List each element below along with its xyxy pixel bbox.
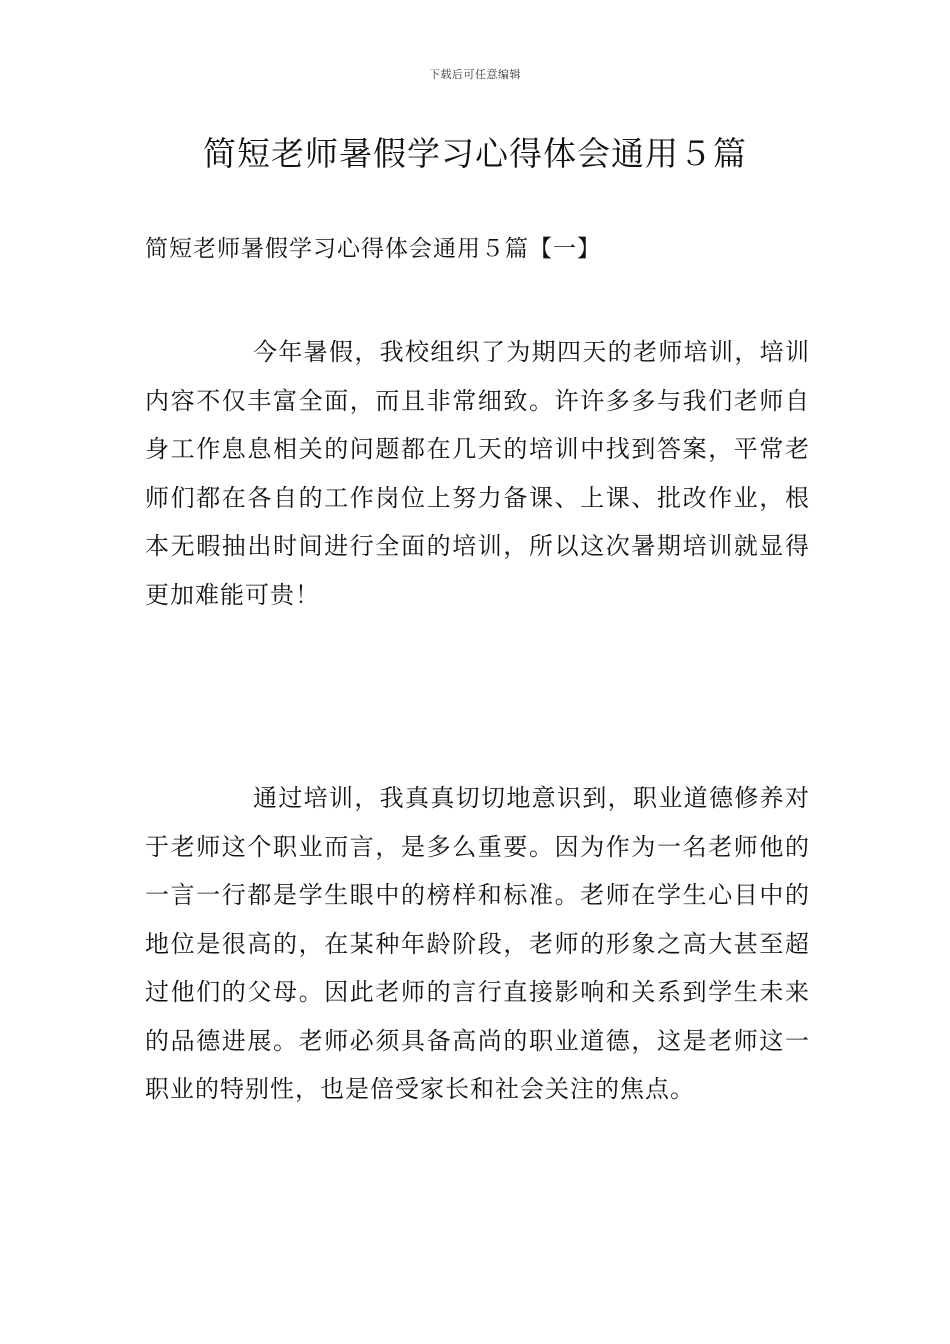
body-paragraph: 今年暑假，我校组织了为期四天的老师培训，培训内容不仅丰富全面，而且非常细致。许许多多与我们老师自身工作息息相关的问题都在几天的培训中找到答案，平常老师们都在各自的工作岗位上努力备课、上课、批改作业，根本无暇抽出时间进行全面的培训，所以这次暑期培训就显得更加难能可贵！ [145, 338, 810, 609]
header-note: 下载后可任意编辑 [429, 68, 521, 81]
body-paragraph: 通过培训，我真真切切地意识到，职业道德修养对于老师这个职业而言，是多么重要。因为作为一名老师他的一言一行都是学生眼中的榜样和标准。老师在学生心目中的地位是很高的，在某种年龄阶段，老师的形象之高大甚至超过他们的父母。因此老师的言行直接影响和关系到学生未来的品德进展。老师必须具备高尚的职业道德，这是老师这一职业的特别性，也是倍受家长和社会关注的焦点。 [145, 784, 810, 1103]
document-title: 简短老师暑假学习心得体会通用５篇 [203, 134, 747, 173]
section-heading: 简短老师暑假学习心得体会通用５篇【一】 [145, 236, 601, 262]
